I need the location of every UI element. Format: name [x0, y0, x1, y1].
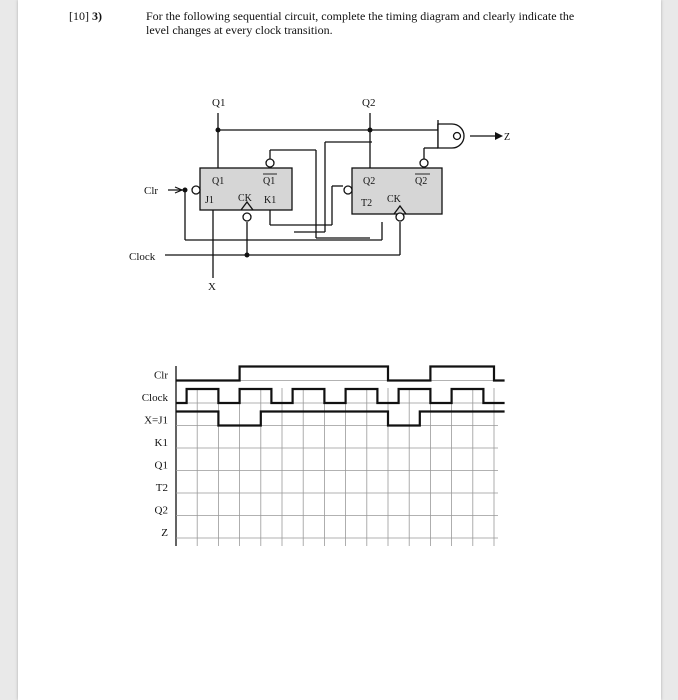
wave-x-j1 [176, 412, 505, 426]
label-clock-input: Clock [129, 251, 156, 263]
timing-grid [176, 366, 498, 546]
wave-clock [176, 389, 505, 403]
question-line-2: level changes at every clock transition. [146, 23, 333, 37]
ff1-k-label: K1 [264, 195, 277, 206]
wave-clr [176, 367, 505, 381]
ff1-qbar-label: Q1 [263, 176, 276, 187]
ff2-ck-label: CK [387, 194, 401, 205]
label-q2-top: Q2 [362, 97, 376, 109]
question-marks: [10] [69, 9, 89, 23]
timing-label-t2: T2 [155, 482, 168, 494]
label-output-z: Z [504, 132, 511, 143]
ff2-t-label: T2 [361, 198, 373, 209]
ff2-qbar-label: Q2 [415, 176, 428, 187]
timing-waveforms [176, 367, 505, 426]
ff1-q-label: Q1 [212, 176, 225, 187]
question-line-1: For the following sequential circuit, complete the timing diagram and clearly indicate the [146, 9, 575, 23]
timing-label-clr: Clr [153, 369, 168, 382]
label-x-input: X [208, 281, 216, 293]
label-clr-input: Clr [144, 185, 159, 197]
timing-label-clock: Clock [141, 392, 168, 404]
timing-label-k1: K1 [154, 437, 168, 449]
timing-label-q2: Q2 [154, 504, 168, 517]
question-index: 3) [92, 9, 102, 23]
sequential-circuit-diagram [0, 0, 678, 300]
timing-signal-labels [142, 370, 169, 540]
ff1-j-label: J1 [205, 195, 214, 206]
label-q1-top: Q1 [212, 97, 226, 109]
ff1-ck-label: CK [238, 193, 252, 204]
ff2-q-label: Q2 [363, 176, 376, 187]
timing-label-z: Z [161, 527, 168, 539]
timing-label-x-j1: X=J1 [144, 414, 168, 427]
timing-diagram [0, 340, 678, 550]
timing-label-q1: Q1 [154, 459, 168, 472]
